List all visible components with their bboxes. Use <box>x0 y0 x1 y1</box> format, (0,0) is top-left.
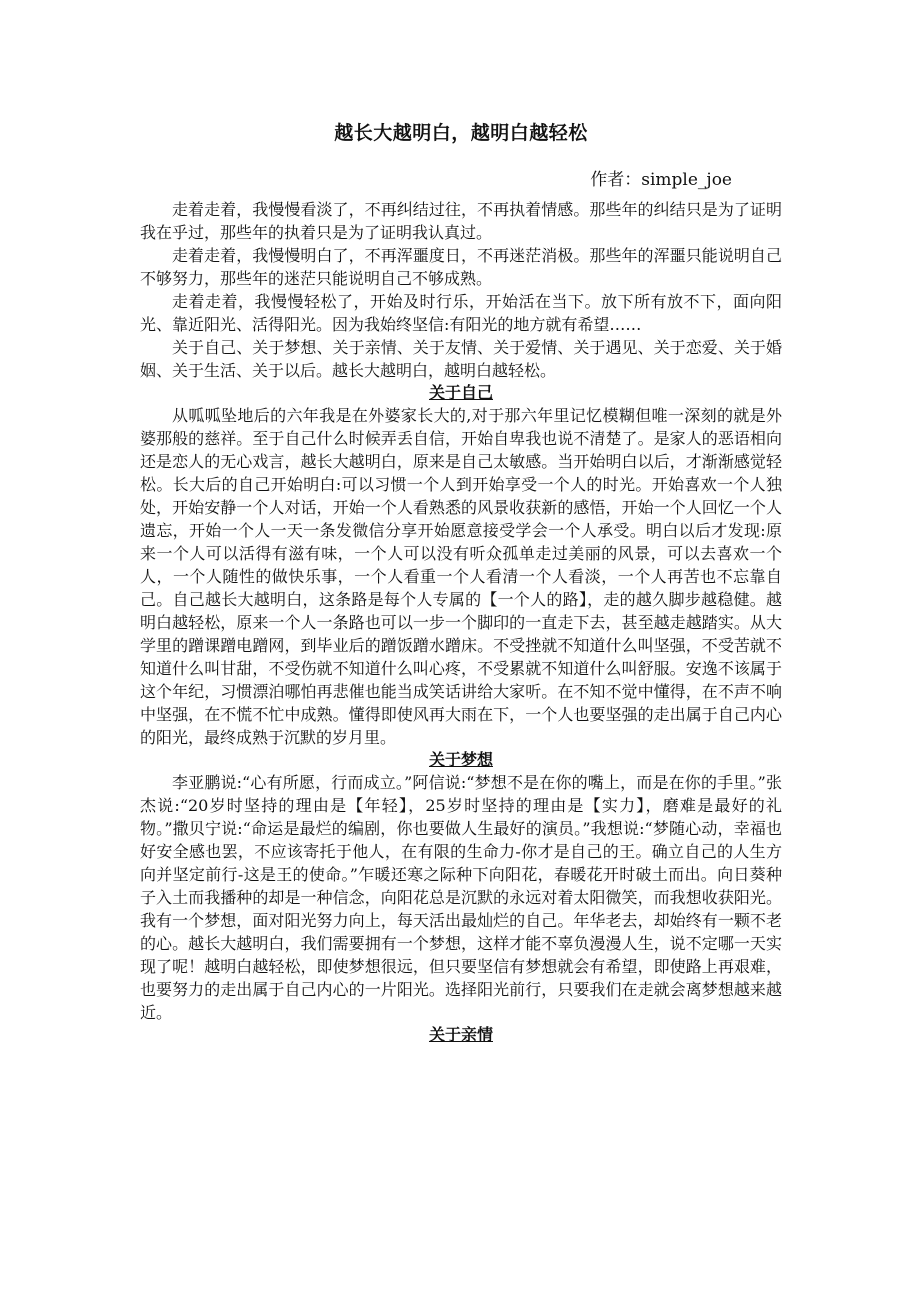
author-line: 作者：simple_joe <box>590 170 732 190</box>
document-title: 越长大越明白，越明白越轻松 <box>334 122 588 144</box>
intro-paragraph: 关于自己、关于梦想、关于亲情、关于友情、关于爱情、关于遇见、关于恋爱、关于婚姻、关于生活、关于以后。越长大越明白，越明白越轻松。 <box>140 338 782 380</box>
intro-paragraph: 走着走着，我慢慢看淡了，不再纠结过往，不再执着情感。那些年的纠结只是为了证明我在乎过，那些年的执着只是为了证明我认真过。 <box>140 200 782 242</box>
section-paragraph-self: 从呱呱坠地后的六年我是在外婆家长大的,对于那六年里记忆模糊但唯一深刻的就是外婆那般的慈祥。至于自己什么时候弄丢自信，开始自卑我也说不清楚了。是家人的恶语相向还是恋人的无心戏言，越长大越明白，原来是自己太敏感。当开始明白以后，才渐渐感觉轻松。长大后的自己开始明白:可以习惯一个人到开始享受一个人的时光。开始喜欢一个人独处，开始安静一个人对话，开始一个人看熟悉的风景收获新的感悟，开始一个人回忆一个人遗忘，开始一个人一天一条发微信分享开始愿意接受学会一个人承受。明白以后才发现:原来一个人可以活得有滋有味，一个人可以没有听众孤单走过美丽的风景，可以去喜欢一个人，一个人随性的做快乐事，一个人看重一个人看清一个人看淡，一个人再苦也不忘靠自己。自己越长大越明白，这条路是每个人专属的【一个人的路】，走的越久脚步越稳健。越明白越轻松，原来一个人一条路也可以一步一个脚印的一直走下去，甚至越走越踏实。从大学里的蹭课蹭电蹭网，到毕业后的蹭饭蹭水蹭床。不受挫就不知道什么叫坚强，不受苦就不知道什么叫甘甜，不受伤就不知道什么叫心疼，不受累就不知道什么叫舒服。安逸不该属于这个年纪，习惯漂泊哪怕再悲催也能当成笑话讲给大家听。在不知不觉中懂得，在不声不响中坚强，在不慌不忙中成熟。懂得即使风再大雨在下，一个人也要坚强的走出属于自己内心的阳光，最终成熟于沉默的岁月里。 <box>140 406 782 747</box>
intro-paragraph: 走着走着，我慢慢明白了，不再浑噩度日，不再迷茫消极。那些年的浑噩只能说明自己不够努力，那些年的迷茫只能说明自己不够成熟。 <box>140 246 782 288</box>
section-heading-self: 关于自己 <box>428 383 493 402</box>
document-page <box>140 118 782 1046</box>
intro-paragraph: 走着走着，我慢慢轻松了，开始及时行乐，开始活在当下。放下所有放不下，面向阳光、靠近阳光、活得阳光。因为我始终坚信:有阳光的地方就有希望…… <box>140 292 782 334</box>
section-paragraph-dream: 李亚鹏说:“心有所愿，行而成立。”阿信说:“梦想不是在你的嘴上，而是在你的手里。”张杰说:“20岁时坚持的理由是【年轻】，25岁时坚持的理由是【实力】，磨难是最好的礼物。”撒贝宁说:“命运是最烂的编剧，你也要做人生最好的演员。”我想说:“梦随心动，幸福也好安全感也罢，不应该寄托于他人，在有限的生命力-你才是自己的王。确立自己的人生方向并坚定前行-这是王的使命。”乍暖还寒之际种下向阳花，春暖花开时破土而出。向日葵种子入土而我播种的却是一种信念，向阳花总是沉默的永远对着太阳微笑，而我想收获阳光。我有一个梦想，面对阳光努力向上，每天活出最灿烂的自己。年华老去，却始终有一颗不老的心。越长大越明白，我们需要拥有一个梦想，这样才能不辜负漫漫人生，说不定哪一天实现了呢！越明白越轻松，即使梦想很远，但只要坚信有梦想就会有希望，即使路上再艰难，也要努力的走出属于自己内心的一片阳光。选择阳光前行，只要我们在走就会离梦想越来越近。 <box>140 773 782 1022</box>
section-heading-family: 关于亲情 <box>428 1025 493 1044</box>
section-heading-dream: 关于梦想 <box>428 750 493 769</box>
